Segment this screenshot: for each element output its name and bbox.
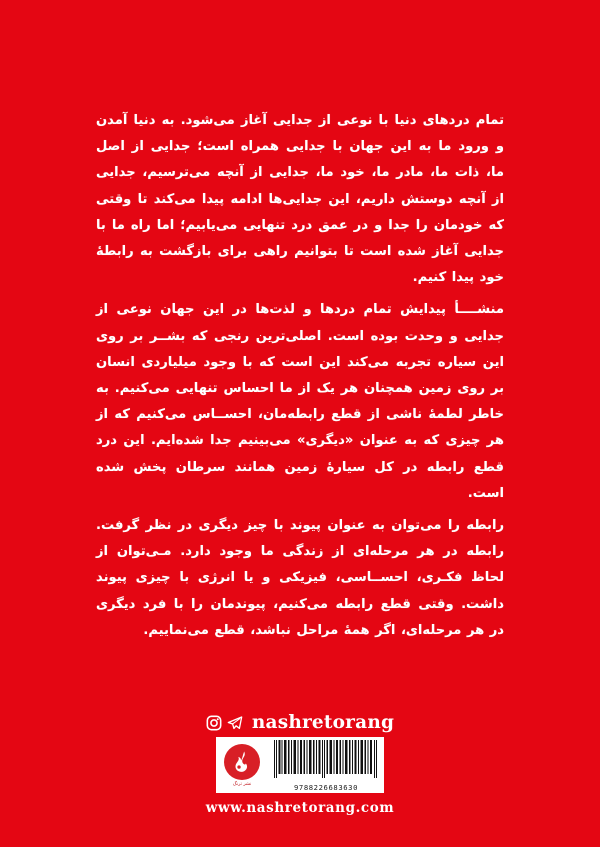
telegram-icon[interactable] bbox=[227, 715, 243, 731]
mark-and-barcode-row bbox=[216, 737, 384, 793]
blurb-text-block bbox=[96, 108, 504, 644]
publisher-handle: nashretorang bbox=[251, 712, 395, 733]
blurb-paragraph-1: تمام دردهای دنیا با نوعی از جدایی آغاز می‌شود. به دنیا آمدن و ورود ما به این جهان با جدایی همراه است؛ جدایی از اصل ما، ذات ما، مادر ما، خود ما، جدایی از آنچه می‌ترسیم، جدایی از آنچه دوستش داریم، این جدایی‌ها ادامه پیدا می‌کند تا وقتی که خودمان را جدا و در عمق درد تنهایی می‌یابیم؛ اما راه ما با جدایی آغاز شده است تا بتوانیم راهی برای بازگشت به رابطهٔ خود پیدا کنیم. bbox=[96, 113, 504, 286]
instagram-icon[interactable] bbox=[206, 715, 222, 731]
blurb-paragraph-3: رابطه را می‌توان به عنوان پیوند با چیز دیگری در نظر گرفت. رابطه در هر مرحله‌ای از زندگی ما وجود دارد. مـی‌توان از لحاظ فکـری، احســاسی، فیزیکی و یا انرژی با چیزی پیوند داشت. وقتی قطع رابطه می‌کنیم، پیوندمان را با فرد دیگری در هر مرحله‌ای، اگر همهٔ مراحل نباشد، قطع می‌نماییم. bbox=[96, 518, 504, 638]
isbn-barcode bbox=[268, 737, 384, 793]
publisher-website[interactable]: www.nashretorang.com bbox=[205, 800, 395, 816]
social-handle-row bbox=[206, 712, 394, 734]
blurb-paragraph-2: منشــــأ پیدایش تمام دردها و لذت‌ها در این جهان نوعی از جدایی و وحدت بوده است. اصلی‌ترین رنجی که بشــر بر روی این سیاره تجربه می‌کند این است که با وجود میلیاردی انسان بر روی زمین همچنان هر یک از ما احساس تنهایی می‌کنیم. به خاطر لطمهٔ ناشی از قطع رابطه‌مان، احســاس می‌کنیم که از هر چیزی که به عنوان «دیگری» می‌بینیم جدا شده‌ایم. این درد قطع رابطه در کل سیارهٔ زمین همانند سرطان پخش شده است. bbox=[96, 302, 504, 501]
barcode-bars bbox=[273, 740, 379, 778]
publisher-footer bbox=[0, 712, 600, 816]
publisher-logo bbox=[216, 737, 268, 793]
flame-emblem-icon bbox=[224, 744, 260, 780]
bottom-edge-strip bbox=[0, 847, 600, 852]
isbn-number: 9788226683630 bbox=[293, 783, 359, 792]
publisher-mark-caption: نشر ترنگ bbox=[232, 782, 252, 787]
